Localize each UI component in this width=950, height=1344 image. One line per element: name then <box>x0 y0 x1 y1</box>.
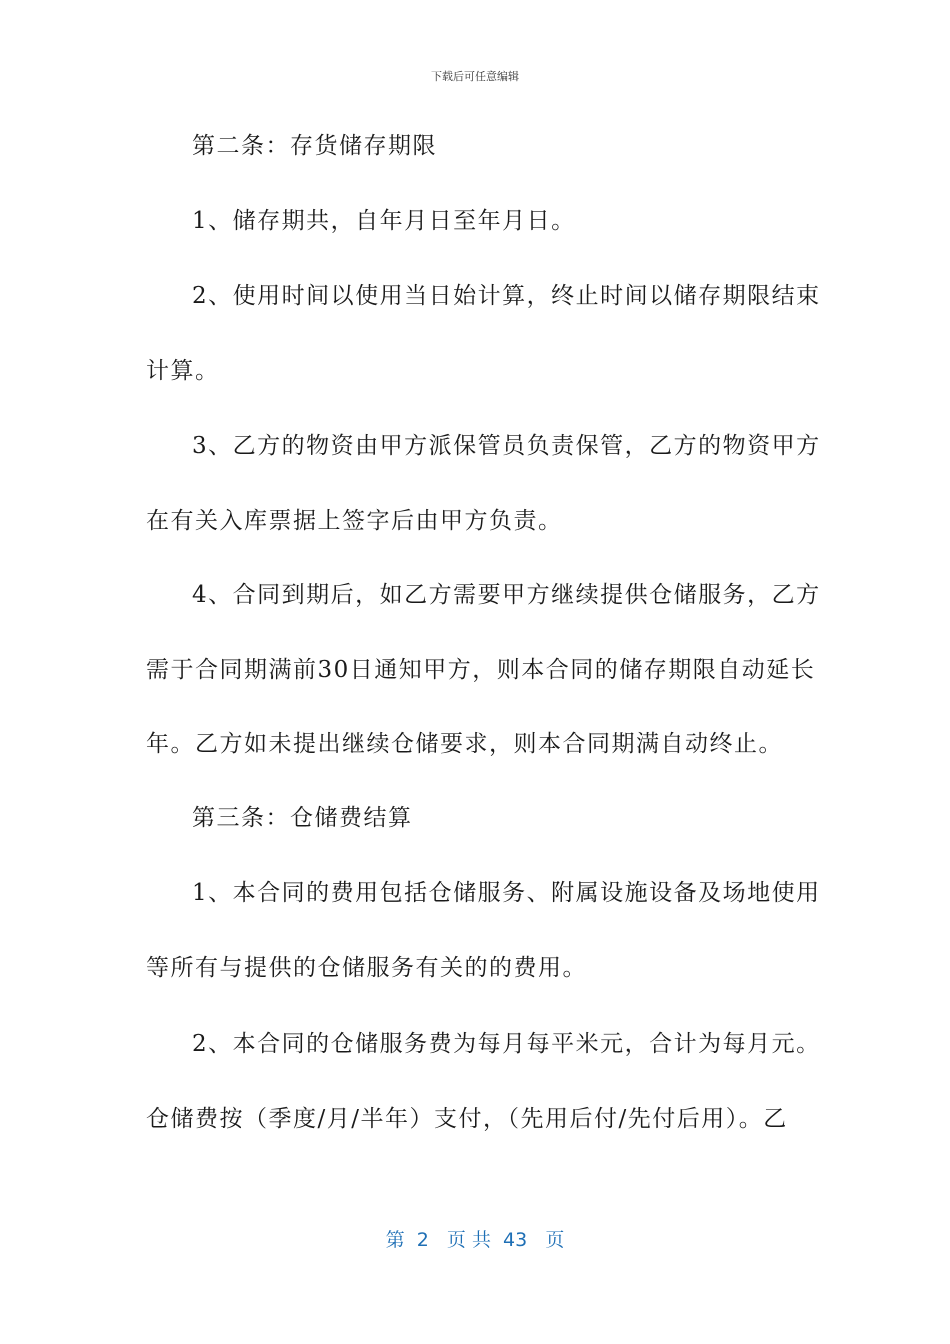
paragraph-line: 4、合同到期后，如乙方需要甲方继续提供仓储服务，乙方 <box>192 582 821 608</box>
paragraph-line: 等所有与提供的仓储服务有关的的费用。 <box>146 955 587 981</box>
paragraph-line: 2、本合同的仓储服务费为每月每平米元，合计为每月元。 <box>192 1031 821 1057</box>
paragraph-line: 3、乙方的物资由甲方派保管员负责保管，乙方的物资甲方 <box>192 433 821 459</box>
section-heading-storage-term: 第二条：存货储存期限 <box>192 133 437 159</box>
paragraph-line: 1、本合同的费用包括仓储服务、附属设施设备及场地使用 <box>192 880 821 906</box>
paragraph-line: 在有关入库票据上签字后由甲方负责。 <box>146 508 563 534</box>
paragraph-line: 计算。 <box>146 358 220 384</box>
paragraph-line: 2、使用时间以使用当日始计算，终止时间以储存期限结束 <box>192 283 821 309</box>
paragraph-line: 年。乙方如未提出继续仓储要求，则本合同期满自动终止。 <box>146 731 783 757</box>
page-header: 下载后可任意编辑 <box>431 70 519 83</box>
paragraph-line: 1、储存期共，自年月日至年月日。 <box>192 208 576 234</box>
section-heading-storage-fee: 第三条：仓储费结算 <box>192 805 413 831</box>
paragraph-line: 需于合同期满前30日通知甲方，则本合同的储存期限自动延长 <box>146 657 816 683</box>
paragraph-line: 仓储费按（季度/月/半年）支付，（先用后付/先付后用）。乙 <box>146 1106 788 1132</box>
page-footer-page-number: 第 2 页 共 43 页 <box>385 1229 565 1251</box>
